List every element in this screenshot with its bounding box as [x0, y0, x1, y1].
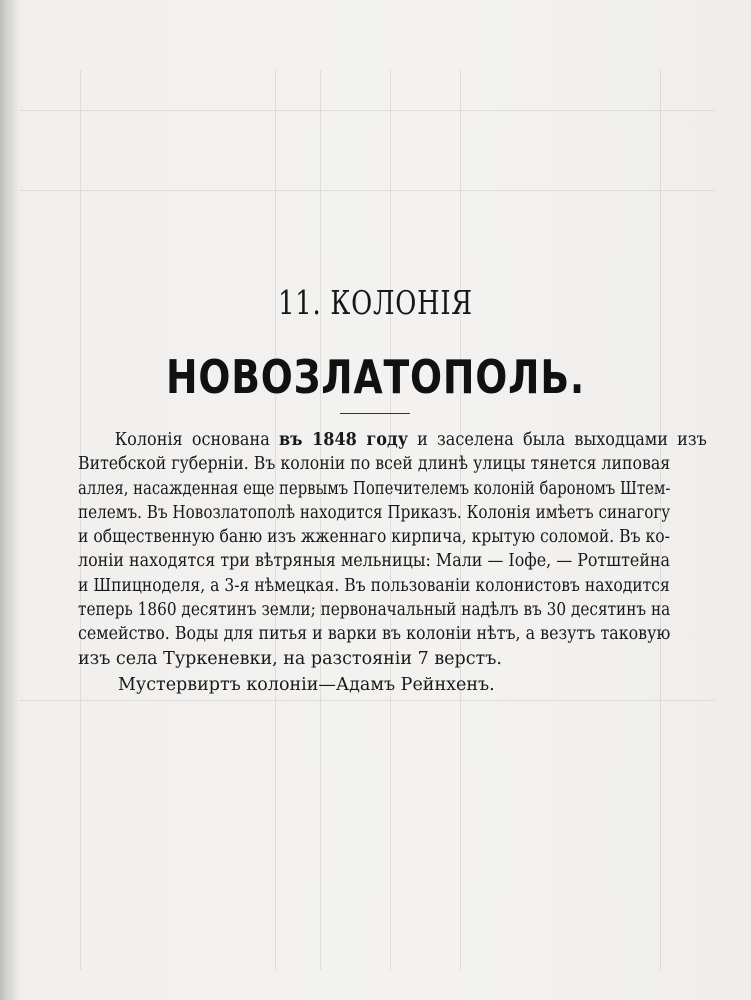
colony-name-heading: НОВОЗЛАТОПОЛЬ. [165, 350, 586, 404]
colony-description [78, 428, 707, 671]
text-line: семейство. Воды для питья и варки въ колоніи нѣтъ, а везутъ таковую [78, 624, 671, 645]
text-line: Витебской губерніи. Въ колоніи по всей длинѣ улицы тянется липовая [78, 454, 671, 475]
page-gutter-shadow [0, 0, 18, 1000]
text-line: пелемъ. Въ Новозлатополѣ находится Приказъ. Колонія имѣетъ синагогу [78, 502, 671, 523]
text-line: аллея, насажденная еще первымъ Попечителемъ колоній барономъ Штем- [78, 478, 671, 499]
heading-divider [340, 413, 410, 414]
text-line: и Шпицноделя, а 3-я нѣмецкая. Въ пользованіи колонистовъ находится [78, 575, 670, 596]
section-number-heading: 11. КОЛОНІЯ [278, 283, 473, 322]
colony-mayor-line: Мустервиртъ колоніи—Адамъ Рейнхенъ. [118, 675, 495, 695]
text-line: изъ села Туркеневки, на разстояніи 7 верстъ. [78, 648, 502, 669]
founding-year: въ 1848 году [278, 430, 408, 450]
text-line: Колонія основана въ 1848 году и заселена была выходцами изъ [114, 430, 707, 450]
text-line: и общественную баню изъ жженнаго кирпича, крытую соломой. Въ ко- [78, 527, 670, 548]
text-line: теперь 1860 десятинъ земли; первоначальный надѣлъ въ 30 десятинъ на [78, 600, 671, 621]
text-line: лоніи находятся три вѣтряныя мельницы: Мали — Іофе, — Ротштейна [78, 551, 671, 572]
